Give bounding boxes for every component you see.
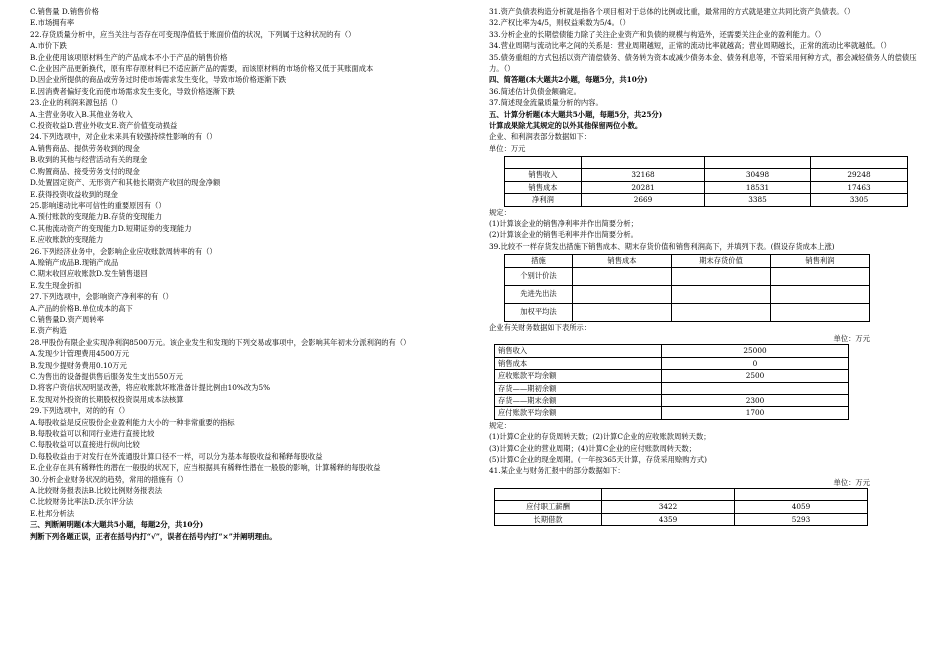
table-cell [771, 267, 870, 285]
table-row [495, 513, 868, 525]
table-cell: 先进先出法 [505, 285, 573, 303]
table-cell: 存货——期末余额 [495, 394, 662, 406]
option-line: E.企业存在具有稀释性的潜在一般股的状况下，应当根据具有稀释性潜在一般股的影响，计算稀释的每股收益 [30, 463, 381, 473]
option-line: C.企业因产品更新换代，原有库存原材料已不适应新产品的需要，而该原材料的市场价格又低于其账面成本 [30, 64, 374, 74]
option-line: A.比较财务报表法B.比较比例财务报表法 [30, 486, 163, 496]
table-row [505, 303, 870, 321]
section-instruction: 计算成果除尤其规定的以外其他保留两位小数。 [489, 121, 643, 131]
table-cell: 长期借款 [495, 513, 602, 525]
text-line: E.市场拥有率 [30, 18, 75, 28]
option-line: E.因消费者偏好变化而使市场需求发生变化，导致价格逐渐下跌 [30, 86, 235, 96]
table-cell: 应收账款平均余额 [495, 370, 662, 382]
unit-label: 单位：万元 [833, 333, 870, 343]
table-cell: 3385 [705, 194, 811, 206]
option-line: A.发现少计管理费用4500万元 [30, 349, 130, 359]
table-cell: 销售收入 [495, 345, 662, 357]
option-line: C.比较财务比率法D.沃尔评分法 [30, 497, 134, 507]
table-header-row [495, 489, 868, 501]
option-line: B.每股收益可以和同行业进行直接比较 [30, 429, 155, 439]
table-cell [672, 267, 771, 285]
text-line: (3)计算C企业的营业周期；(4)计算C企业的应付账款周转天数； [489, 443, 696, 453]
text-line: 企业有关财务数据如下表所示： [489, 322, 592, 332]
option-line: A.市价下跌 [30, 41, 67, 51]
option-line: A.预付账款的变现能力B.存货的变现能力 [30, 212, 163, 222]
question-37: 37.简述现金流量质量分析的内容。 [489, 98, 603, 108]
table-row [505, 169, 908, 181]
question-29: 29.下列选项中，对的的有（） [30, 406, 130, 416]
option-line: E.发生现金折扣 [30, 280, 82, 290]
option-line: B.发现少提财务费用0.10万元 [30, 360, 127, 370]
table-cell: 4359 [602, 513, 735, 525]
table-cell: 18531 [705, 181, 811, 193]
table-cell [705, 157, 811, 169]
table-cell: 销售收入 [505, 169, 582, 181]
inventory-method-table [504, 254, 870, 321]
section-instruction: 判断下列各题正误，正者在括号内打“√”，误者在括号内打“×”并阐明理由。 [30, 531, 277, 541]
option-line: A.每股收益是反应股份企业盈利能力大小的一种非常重要的指标 [30, 417, 235, 427]
table-cell: 17463 [811, 181, 908, 193]
question-35: 35.债务重组的方式包括以资产清偿债务、债务转为资本或减少债务本金、债务利息等，不管采用何种方式，都会减轻债务人的偿债压力。（） [489, 52, 917, 74]
income-table [504, 156, 908, 206]
text-line: 规定： [489, 420, 511, 430]
table-row [505, 194, 908, 206]
option-line: A.主营业务收入B.其他业务收入 [30, 109, 133, 119]
text-line: 规定： [489, 207, 511, 217]
question-33: 33.分析企业的长期偿债能力除了关注企业资产和负债的规模与构造外，还需要关注企业的盈利能力。（） [489, 29, 826, 39]
option-line: A.产品的价格B.单位成本的高下 [30, 303, 133, 313]
unit-label: 单位：万元 [489, 143, 526, 153]
section-heading: 三、判断阐明题(本大题共5小题，每题2分，共10分) [30, 520, 204, 530]
table-cell [735, 489, 868, 501]
option-line: C.期末收回应收账款D.发生销售退回 [30, 269, 148, 279]
question-27: 27.下列选项中，会影响资产净利率的有（） [30, 292, 173, 302]
table-cell [771, 285, 870, 303]
question-28: 28.甲股份有限企业实现净利润8500万元。该企业发生和发现的下列交易或事项中，会影响其年初未分派利润的有（） [30, 337, 411, 347]
option-line: E.杜邦分析法 [30, 508, 75, 518]
table-cell: 1700 [662, 407, 849, 419]
option-line: D.每股收益由于对发行在外流通股计算口径不一样，可以分为基本每股收益和稀释每股收益 [30, 451, 323, 461]
text-line: C.销售量 D.销售价格 [30, 7, 99, 16]
question-41: 41.某企业与财务汇报中的部分数据如下： [489, 466, 625, 476]
question-26: 26.下列经济业务中，会影响企业应收账款周转率的有（） [30, 246, 217, 256]
table-cell: 加权平均法 [505, 303, 573, 321]
question-36: 36.简述估计负债金额确定。 [489, 86, 581, 96]
table-row [495, 501, 868, 513]
option-line: E.应收账款的变现能力 [30, 235, 104, 245]
table-cell [495, 489, 602, 501]
table-cell: 应付账款平均余额 [495, 407, 662, 419]
table-header: 措施 [505, 255, 573, 267]
table-cell [672, 285, 771, 303]
option-line: C.购置商品、接受劳务支付的现金 [30, 166, 140, 176]
table-cell [573, 303, 672, 321]
table-cell: 2300 [662, 394, 849, 406]
question-25: 25.影响速动比率可信性的重要原因有（） [30, 200, 166, 210]
table-cell: 3422 [602, 501, 735, 513]
option-line: B.企业使用该项原材料生产的产品成本不小于产品的销售价格 [30, 52, 228, 62]
text-line: (5)计算C企业的现金周期。(一年按365天计算，存货采用赊购方式) [489, 455, 707, 464]
option-line: C.销售量D.资产周转率 [30, 314, 104, 324]
table-row [505, 285, 870, 303]
table-row [505, 267, 870, 285]
question-22: 22.存货质量分析中，应当关注与否存在可变现净值低于账面价值的状况，下列属于这种状况的有（） [30, 29, 356, 39]
table-cell [505, 157, 582, 169]
table-row [495, 345, 849, 357]
table-cell [811, 157, 908, 169]
table-row [495, 407, 849, 419]
table-row [495, 394, 849, 406]
table-cell: 25000 [662, 345, 849, 357]
option-line: A.销售商品、提供劳务收到的现金 [30, 143, 140, 153]
table-cell: 5293 [735, 513, 868, 525]
option-line: E.发现对外投资的长期股权投资误用成本法核算 [30, 394, 184, 404]
option-line: D.因企业所提供的商品或劳务过时使市场需求发生变化，导致市场价格逐渐下跌 [30, 75, 287, 85]
option-line: D.将客户资信状况明显改善，将应收账款坏账准备计提比例由10%改为5% [30, 383, 271, 393]
question-31: 31.资产负债表构造分析就是指各个项目相对于总体的比例或比重，最常用的方式就是建立共同比资产负债表。（） [489, 7, 855, 16]
section-heading: 四、简答题(本大题共2小题，每题5分，共10分) [489, 75, 648, 85]
text-line: (2)计算该企业的销售毛利率并作出简要分析。 [489, 230, 638, 240]
table-cell [573, 267, 672, 285]
option-line: C.其他流动资产的变现能力D.短期证券的变现能力 [30, 223, 192, 233]
table-cell: 2500 [662, 370, 849, 382]
question-39: 39.比较不一样存货发出措施下销售成本、期末存货价值和销售利润高下，并填列下表。(假设存货成本上涨) [489, 241, 835, 251]
option-line: C.每股收益可以直接进行纵向比较 [30, 440, 140, 450]
financial-report-table [494, 488, 868, 526]
table-cell [573, 285, 672, 303]
table-header: 销售利润 [771, 255, 870, 267]
table-cell: 3305 [811, 194, 908, 206]
option-line: A.赊销产成品B.现销产成品 [30, 257, 119, 267]
table-row [495, 382, 849, 394]
option-line: D.处置固定资产、无形资产和其他长期资产收回的现金净额 [30, 178, 221, 188]
table-cell: 32168 [582, 169, 705, 181]
table-cell [582, 157, 705, 169]
question-24: 24.下列选项中，对企业未来具有较强持续性影响的有（） [30, 132, 217, 142]
table-cell: 0 [662, 357, 849, 369]
text-line: (1)计算该企业的销售净利率并作出简要分析； [489, 218, 638, 228]
table-row [495, 370, 849, 382]
table-cell [602, 489, 735, 501]
option-line: B.收到的其他与经营活动有关的现金 [30, 155, 148, 165]
table-header-row [505, 157, 908, 169]
table-cell: 4059 [735, 501, 868, 513]
question-30: 30.分析企业财务状况的趋势，常用的措施有（） [30, 474, 188, 484]
right-column [489, 6, 920, 526]
unit-label: 单位：万元 [833, 477, 870, 487]
table-cell: 销售成本 [495, 357, 662, 369]
table-cell: 净利润 [505, 194, 582, 206]
table-header: 销售成本 [573, 255, 672, 267]
table-header: 期末存货价值 [672, 255, 771, 267]
question-34: 34.营业周期与流动比率之间的关系是：营业周期越短，正常的流动比率就越高；营业周期越长，正常的流动比率就越低。（） [489, 41, 891, 51]
table-row [495, 357, 849, 369]
text-line: 企业、和利润表部分数据如下： [489, 132, 592, 142]
option-line: C.投资收益D.营业外收支E.资产价值变动损益 [30, 121, 178, 131]
option-line: E.资产构造 [30, 326, 67, 336]
company-data-table [494, 344, 849, 419]
option-line: E.获得投资收益收到的现金 [30, 189, 118, 199]
table-cell: 2669 [582, 194, 705, 206]
table-header-row [505, 255, 870, 267]
table-cell: 29248 [811, 169, 908, 181]
table-cell: 20281 [582, 181, 705, 193]
table-cell: 应付职工薪酬 [495, 501, 602, 513]
table-cell: 销售成本 [505, 181, 582, 193]
left-column [30, 6, 470, 542]
table-cell: 个别计价法 [505, 267, 573, 285]
question-32: 32.产权比率为4/5，则权益乘数为5/4。（） [489, 18, 630, 28]
table-cell: 存货——期初余额 [495, 382, 662, 394]
table-cell: 30498 [705, 169, 811, 181]
option-line: C.为售出的设备提供售后服务发生支出550万元 [30, 372, 183, 381]
question-23: 23.企业的利润来源包括（） [30, 98, 122, 108]
section-heading: 五、计算分析题(本大题共5小题，每题5分，共25分) [489, 109, 663, 119]
table-cell [662, 382, 849, 394]
text-line: (1)计算C企业的存货周转天数；(2)计算C企业的应收账款周转天数； [489, 432, 711, 442]
table-row [505, 181, 908, 193]
table-cell [771, 303, 870, 321]
table-cell [672, 303, 771, 321]
